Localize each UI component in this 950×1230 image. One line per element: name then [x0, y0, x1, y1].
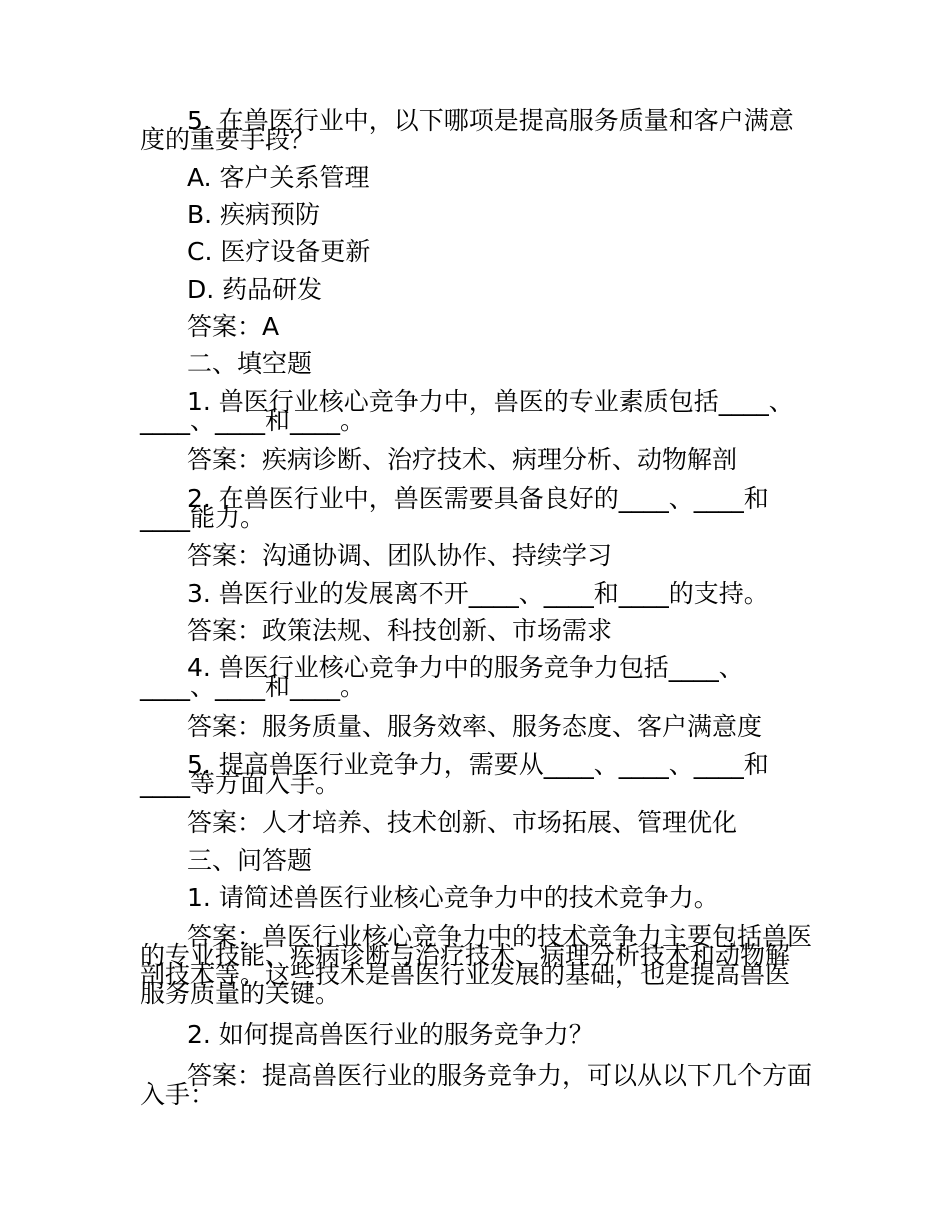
option-c: C. 医疗设备更新 [187, 237, 371, 266]
fill-answer-4: 答案：服务质量、服务效率、服务态度、客户满意度 [187, 712, 763, 741]
fill-answer-5: 答案：人才培养、技术创新、市场拓展、管理优化 [187, 808, 738, 837]
fill-question-5: 5. 提高兽医行业竞争力，需要从____、____、____和____等方面入手。 [140, 750, 769, 798]
fill-question-2: 2. 在兽医行业中，兽医需要具备良好的____、____和____能力。 [140, 484, 769, 532]
qa-question-1: 1. 请简述兽医行业核心竞争力中的技术竞争力。 [187, 883, 719, 912]
fill-answer-3: 答案：政策法规、科技创新、市场需求 [187, 616, 613, 645]
fill-question-1: 1. 兽医行业核心竞争力中，兽医的专业素质包括____、____、____和____。 [140, 387, 794, 435]
section-heading-fill-blank: 二、填空题 [187, 349, 313, 378]
answer-q5: 答案：A [187, 312, 280, 341]
qa-answer-2: 答案：提高兽医行业的服务竞争力，可以从以下几个方面入手： [140, 1061, 813, 1109]
fill-answer-2: 答案：沟通协调、团队协作、持续学习 [187, 541, 613, 570]
option-b: B. 疾病预防 [187, 200, 321, 229]
qa-answer-1: 答案：兽医行业核心竞争力中的技术竞争力主要包括兽医的专业技能、疾病诊断与治疗技术、病理分析技术和动物解剖技术等。这些技术是兽医行业发展的基础，也是提高兽医服务质量的关键。 [140, 922, 813, 1008]
section-heading-qa: 三、问答题 [187, 846, 313, 875]
fill-answer-1: 答案：疾病诊断、治疗技术、病理分析、动物解剖 [187, 445, 738, 474]
fill-question-3: 3. 兽医行业的发展离不开____、____和____的支持。 [187, 579, 769, 608]
option-d: D. 药品研发 [187, 275, 323, 304]
qa-question-2: 2. 如何提高兽医行业的服务竞争力？ [187, 1020, 594, 1049]
option-a: A. 客户关系管理 [187, 163, 370, 192]
fill-question-4: 4. 兽医行业核心竞争力中的服务竞争力包括____、____、____和____。 [140, 653, 744, 701]
question-5-text: 5. 在兽医行业中，以下哪项是提高服务质量和客户满意度的重要手段？ [140, 106, 794, 154]
